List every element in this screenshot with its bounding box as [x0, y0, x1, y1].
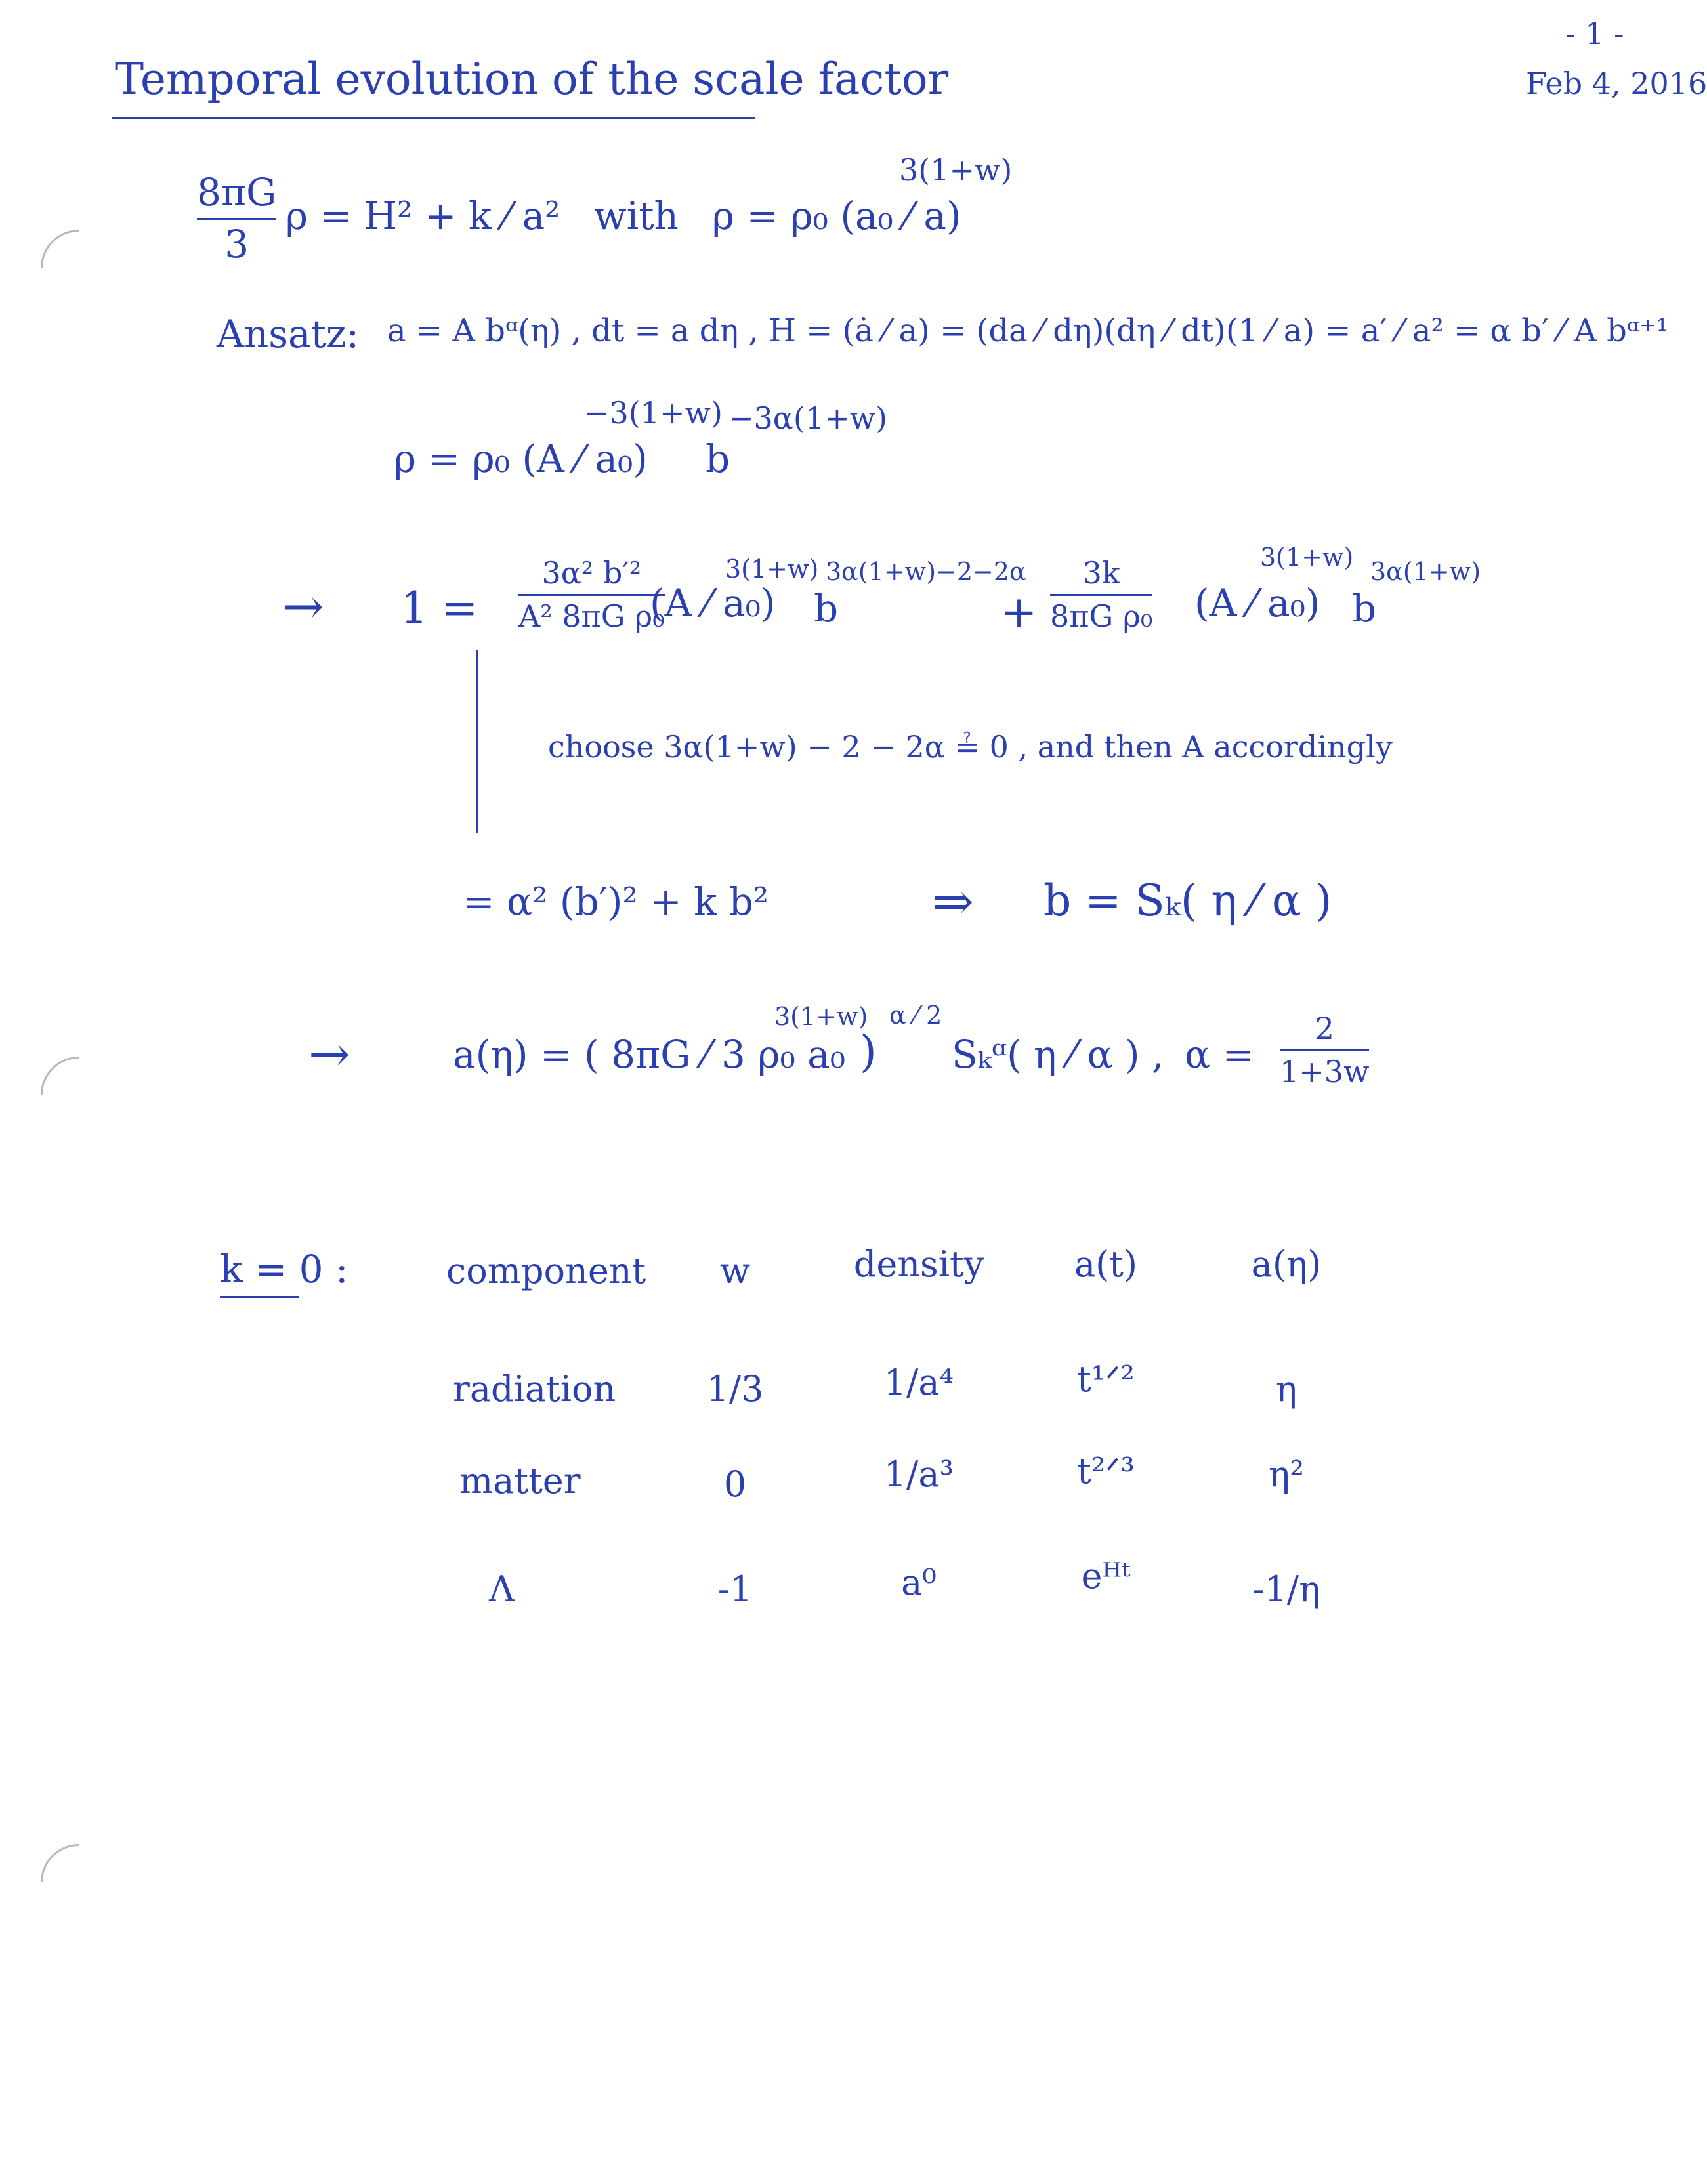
- table-cell: -1/η: [1252, 1568, 1320, 1610]
- fraction-bar: [197, 218, 276, 220]
- term2-denominator: 8πG ρ₀: [1050, 598, 1153, 634]
- term1-exponent-1: 3(1+w): [725, 555, 819, 583]
- table-cell: radiation: [453, 1368, 616, 1410]
- term2-numerator: 3k: [1082, 555, 1120, 591]
- final-outer-exponent: α ⁄ 2: [889, 1001, 942, 1030]
- b-solution: b = Sₖ( η ⁄ α ): [1043, 875, 1332, 926]
- rho-substitution: ρ = ρ₀ (A ⁄ a₀): [394, 436, 648, 481]
- fraction-bar: [518, 594, 665, 596]
- density-law: ρ = ρ₀ (a₀ ⁄ a): [712, 194, 961, 238]
- table-header-a-eta: a(η): [1251, 1244, 1322, 1285]
- final-inner-exponent: 3(1+w): [774, 1002, 868, 1031]
- term2-fraction: [1050, 556, 1152, 633]
- page-title: Temporal evolution of the scale factor: [115, 54, 949, 104]
- term1-exponent-2: 3α(1+w)−2−2α: [826, 557, 1026, 586]
- table-cell: a⁰: [901, 1562, 937, 1603]
- table-cell: matter: [459, 1460, 581, 1502]
- term1-numerator: 3α² b′²: [541, 555, 642, 591]
- friedmann-denominator: 3: [224, 221, 249, 266]
- alpha-denominator: 1+3w: [1280, 1053, 1370, 1089]
- rho-substitution-exponent-2: −3α(1+w): [728, 400, 887, 436]
- title-underline: [112, 117, 755, 119]
- term1-b: b: [814, 586, 839, 631]
- alpha-numerator: 2: [1315, 1011, 1334, 1046]
- term1-fraction: [518, 556, 665, 633]
- rho-substitution-b: b: [706, 436, 730, 481]
- punch-hole-bottom: [41, 1844, 117, 1920]
- term1-denominator: A² 8πG ρ₀: [518, 598, 665, 634]
- table-cell: eᴴᵗ: [1081, 1555, 1131, 1597]
- ansatz-equation: a = A bᵅ(η) , dt = a dη , H = (ȧ ⁄ a) = (da ⁄ dη)(dη ⁄ dt)(1 ⁄ a) = a′ ⁄ a² = α b′ ⁄ A bᵅ⁺¹: [387, 312, 1669, 349]
- final-equation: a(η) = ( 8πG ⁄ 3 ρ₀ a₀: [453, 1032, 845, 1077]
- table-header-w: w: [719, 1250, 751, 1292]
- rho-substitution-exponent-1: −3(1+w): [584, 395, 723, 430]
- main-lhs: 1 =: [400, 583, 478, 633]
- fraction-bar: [1280, 1049, 1369, 1051]
- friedmann-numerator: 8πG: [197, 170, 277, 215]
- table-cell: -1: [717, 1568, 753, 1610]
- table-header-a-t: a(t): [1074, 1244, 1138, 1285]
- table-cell: η²: [1269, 1454, 1304, 1495]
- punch-hole-top: [41, 230, 117, 306]
- implies-arrow: ⇒: [932, 872, 974, 931]
- fraction-bar: [1050, 594, 1152, 596]
- friedmann-fraction: [197, 172, 276, 266]
- term2-b: b: [1352, 586, 1377, 631]
- table-cell: t¹ᐟ²: [1077, 1358, 1135, 1400]
- table-cell: η: [1275, 1368, 1297, 1410]
- with-label: with: [594, 194, 679, 238]
- term2-ratio: (A ⁄ a₀): [1194, 581, 1320, 625]
- final-close-paren: ): [860, 1026, 877, 1077]
- side-bracket: [476, 650, 478, 833]
- ansatz-label: Ansatz:: [217, 312, 359, 356]
- final-arrow: →: [308, 1024, 350, 1083]
- table-header-density: density: [853, 1244, 984, 1285]
- condition-underline: [220, 1296, 299, 1298]
- alpha-fraction: [1280, 1012, 1369, 1088]
- page-number: - 1 -: [1565, 16, 1624, 51]
- table-cell: 1/a⁴: [883, 1362, 954, 1403]
- table-cell: 1/a³: [883, 1454, 954, 1495]
- density-law-exponent: 3(1+w): [899, 152, 1013, 188]
- table-condition: k = 0 :: [220, 1247, 348, 1292]
- friedmann-rhs: ρ = H² + k ⁄ a²: [285, 194, 560, 238]
- final-sk-term: Sₖᵅ( η ⁄ α ) ,: [952, 1032, 1164, 1077]
- table-header-component: component: [446, 1250, 646, 1292]
- plus-sign: +: [1001, 587, 1038, 637]
- term2-exponent-2: 3α(1+w): [1370, 557, 1481, 586]
- punch-hole-middle: [41, 1057, 117, 1133]
- choose-note: choose 3α(1+w) − 2 − 2α ≟ 0 , and then A accordingly: [548, 729, 1393, 765]
- table-cell: 0: [723, 1463, 747, 1505]
- page-date: Feb 4, 2016: [1526, 66, 1707, 101]
- main-arrow: →: [282, 577, 324, 635]
- table-cell: 1/3: [706, 1368, 764, 1410]
- table-cell: Λ: [489, 1568, 515, 1610]
- term1-ratio: (A ⁄ a₀): [650, 581, 776, 625]
- table-cell: t²ᐟ³: [1077, 1450, 1135, 1492]
- alpha-definition: α =: [1185, 1032, 1255, 1077]
- result-equation: = α² (b′)² + k b²: [463, 879, 769, 924]
- term2-exponent-1: 3(1+w): [1260, 543, 1354, 572]
